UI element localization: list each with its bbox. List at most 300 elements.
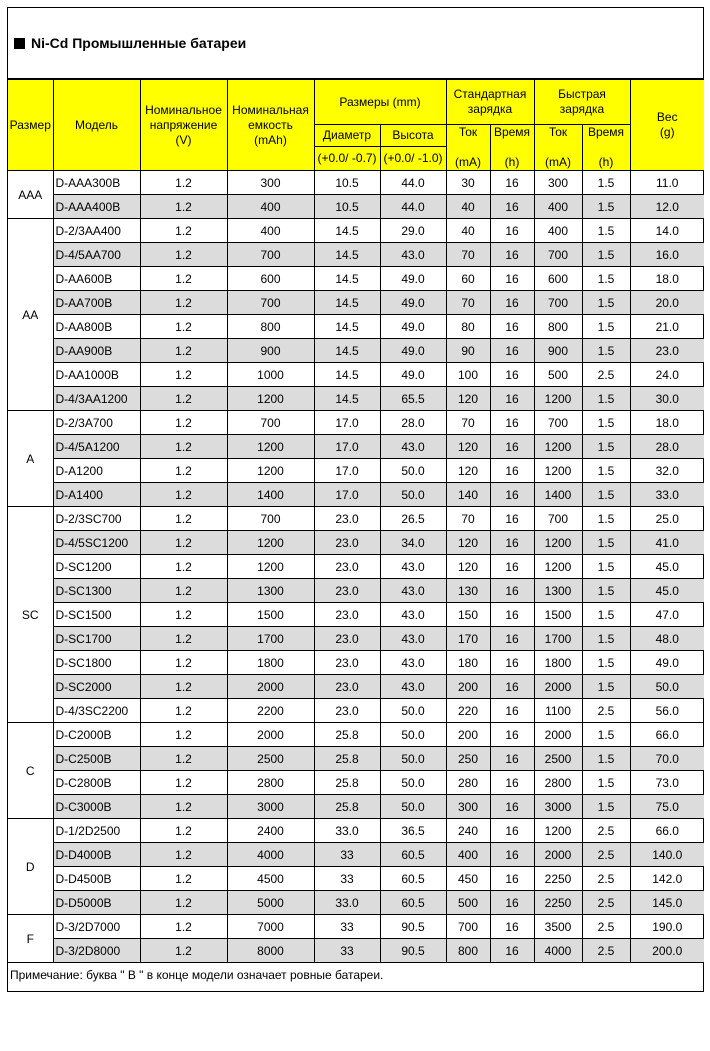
std-current-cell: 450: [446, 867, 490, 891]
voltage-cell: 1.2: [140, 507, 227, 531]
voltage-cell: 1.2: [140, 819, 227, 843]
capacity-cell: 2200: [227, 699, 314, 723]
capacity-cell: 1700: [227, 627, 314, 651]
square-bullet-icon: [14, 38, 25, 49]
std-time-cell: 16: [490, 171, 534, 195]
voltage-cell: 1.2: [140, 915, 227, 939]
model-cell: D-1/2D2500: [53, 819, 140, 843]
capacity-cell: 1200: [227, 387, 314, 411]
std-current-cell: 280: [446, 771, 490, 795]
fast-time-cell: 1.5: [582, 723, 630, 747]
std-current-cell: 30: [446, 171, 490, 195]
voltage-cell: 1.2: [140, 843, 227, 867]
header-fast-charge: Быстрая зарядка: [534, 80, 630, 125]
height-cell: 43.0: [380, 627, 446, 651]
voltage-cell: 1.2: [140, 459, 227, 483]
std-time-cell: 16: [490, 651, 534, 675]
std-current-cell: 250: [446, 747, 490, 771]
fast-current-cell: 1200: [534, 531, 582, 555]
std-time-cell: 16: [490, 483, 534, 507]
height-cell: 43.0: [380, 651, 446, 675]
std-time-cell: 16: [490, 363, 534, 387]
height-cell: 43.0: [380, 579, 446, 603]
fast-current-cell: 900: [534, 339, 582, 363]
fast-current-cell: 700: [534, 507, 582, 531]
model-cell: D-AA700B: [53, 291, 140, 315]
fast-time-cell: 1.5: [582, 771, 630, 795]
fast-time-cell: 2.5: [582, 819, 630, 843]
table-row: [8, 939, 704, 963]
header-height-tolerance: (+0.0/ -1.0): [380, 146, 446, 170]
table-row: [8, 867, 704, 891]
fast-time-cell: 2.5: [582, 699, 630, 723]
height-cell: 49.0: [380, 291, 446, 315]
weight-cell: 73.0: [630, 771, 704, 795]
capacity-cell: 4000: [227, 843, 314, 867]
model-cell: D-AAA400B: [53, 195, 140, 219]
height-cell: 90.5: [380, 915, 446, 939]
weight-cell: 21.0: [630, 315, 704, 339]
std-time-cell: 16: [490, 387, 534, 411]
diameter-cell: 14.5: [314, 315, 380, 339]
std-current-cell: 120: [446, 387, 490, 411]
fast-current-cell: 1700: [534, 627, 582, 651]
height-cell: 43.0: [380, 435, 446, 459]
model-cell: D-A1400: [53, 483, 140, 507]
weight-cell: 41.0: [630, 531, 704, 555]
diameter-cell: 23.0: [314, 627, 380, 651]
std-time-cell: 16: [490, 411, 534, 435]
weight-cell: 145.0: [630, 891, 704, 915]
voltage-cell: 1.2: [140, 387, 227, 411]
weight-cell: 23.0: [630, 339, 704, 363]
fast-current-cell: 500: [534, 363, 582, 387]
voltage-cell: 1.2: [140, 867, 227, 891]
diameter-cell: 17.0: [314, 411, 380, 435]
model-cell: D-AA600B: [53, 267, 140, 291]
table-row: [8, 891, 704, 915]
std-current-cell: 70: [446, 507, 490, 531]
weight-cell: 140.0: [630, 843, 704, 867]
height-cell: 43.0: [380, 675, 446, 699]
height-cell: 50.0: [380, 459, 446, 483]
height-cell: 60.5: [380, 891, 446, 915]
capacity-cell: 1200: [227, 555, 314, 579]
diameter-cell: 14.5: [314, 243, 380, 267]
fast-current-cell: 800: [534, 315, 582, 339]
model-cell: D-D4000B: [53, 843, 140, 867]
capacity-cell: 1500: [227, 603, 314, 627]
fast-current-cell: 1200: [534, 459, 582, 483]
std-current-cell: 170: [446, 627, 490, 651]
fast-current-cell: 1100: [534, 699, 582, 723]
voltage-cell: 1.2: [140, 219, 227, 243]
std-current-cell: 180: [446, 651, 490, 675]
table-row: [8, 675, 704, 699]
voltage-cell: 1.2: [140, 363, 227, 387]
weight-cell: 49.0: [630, 651, 704, 675]
fast-time-cell: 1.5: [582, 195, 630, 219]
fast-time-cell: 1.5: [582, 387, 630, 411]
fast-current-cell: 3000: [534, 795, 582, 819]
model-cell: D-4/3AA1200: [53, 387, 140, 411]
diameter-cell: 23.0: [314, 603, 380, 627]
diameter-cell: 25.8: [314, 795, 380, 819]
model-cell: D-A1200: [53, 459, 140, 483]
height-cell: 60.5: [380, 867, 446, 891]
capacity-cell: 2000: [227, 675, 314, 699]
header-std-current: Ток (mA): [446, 125, 490, 171]
std-time-cell: 16: [490, 771, 534, 795]
model-cell: D-C2500B: [53, 747, 140, 771]
std-current-cell: 120: [446, 459, 490, 483]
weight-cell: 75.0: [630, 795, 704, 819]
fast-time-cell: 1.5: [582, 315, 630, 339]
model-cell: D-AA1000B: [53, 363, 140, 387]
height-cell: 60.5: [380, 843, 446, 867]
model-cell: D-C2000B: [53, 723, 140, 747]
header-fast-time: Время (h): [582, 125, 630, 171]
weight-cell: 20.0: [630, 291, 704, 315]
weight-cell: 18.0: [630, 267, 704, 291]
fast-current-cell: 2000: [534, 723, 582, 747]
diameter-cell: 33: [314, 843, 380, 867]
std-current-cell: 60: [446, 267, 490, 291]
header-dimensions: Размеры (mm): [314, 80, 446, 125]
model-cell: D-SC2000: [53, 675, 140, 699]
diameter-cell: 14.5: [314, 339, 380, 363]
table-row: [8, 171, 704, 195]
std-current-cell: 200: [446, 723, 490, 747]
fast-time-cell: 2.5: [582, 915, 630, 939]
weight-cell: 70.0: [630, 747, 704, 771]
fast-current-cell: 1800: [534, 651, 582, 675]
model-cell: D-SC1800: [53, 651, 140, 675]
weight-cell: 16.0: [630, 243, 704, 267]
std-current-cell: 700: [446, 915, 490, 939]
capacity-cell: 700: [227, 411, 314, 435]
fast-time-cell: 1.5: [582, 555, 630, 579]
std-time-cell: 16: [490, 747, 534, 771]
diameter-cell: 10.5: [314, 171, 380, 195]
diameter-cell: 23.0: [314, 579, 380, 603]
model-cell: D-C3000B: [53, 795, 140, 819]
height-cell: 44.0: [380, 171, 446, 195]
table-row: [8, 267, 704, 291]
voltage-cell: 1.2: [140, 483, 227, 507]
size-cell: AAA: [8, 171, 53, 219]
voltage-cell: 1.2: [140, 699, 227, 723]
fast-time-cell: 1.5: [582, 795, 630, 819]
voltage-cell: 1.2: [140, 747, 227, 771]
size-cell: SC: [8, 507, 53, 723]
size-cell: F: [8, 915, 53, 963]
fast-time-cell: 1.5: [582, 483, 630, 507]
fast-current-cell: 2800: [534, 771, 582, 795]
table-row: [8, 699, 704, 723]
model-cell: D-SC1700: [53, 627, 140, 651]
weight-cell: 30.0: [630, 387, 704, 411]
std-time-cell: 16: [490, 555, 534, 579]
std-current-cell: 200: [446, 675, 490, 699]
diameter-cell: 33.0: [314, 891, 380, 915]
capacity-cell: 700: [227, 291, 314, 315]
fast-time-cell: 1.5: [582, 267, 630, 291]
table-row: [8, 651, 704, 675]
std-time-cell: 16: [490, 435, 534, 459]
model-cell: D-4/5SC1200: [53, 531, 140, 555]
fast-current-cell: 700: [534, 291, 582, 315]
model-cell: D-D5000B: [53, 891, 140, 915]
std-time-cell: 16: [490, 267, 534, 291]
fast-time-cell: 2.5: [582, 843, 630, 867]
model-cell: D-2/3SC700: [53, 507, 140, 531]
std-current-cell: 40: [446, 195, 490, 219]
table-row: [8, 315, 704, 339]
weight-cell: 33.0: [630, 483, 704, 507]
capacity-cell: 7000: [227, 915, 314, 939]
table-row: [8, 603, 704, 627]
diameter-cell: 23.0: [314, 651, 380, 675]
model-cell: D-2/3A700: [53, 411, 140, 435]
fast-time-cell: 1.5: [582, 627, 630, 651]
fast-current-cell: 400: [534, 195, 582, 219]
table-row: [8, 387, 704, 411]
std-time-cell: 16: [490, 627, 534, 651]
fast-time-cell: 2.5: [582, 939, 630, 963]
capacity-cell: 400: [227, 219, 314, 243]
capacity-cell: 700: [227, 243, 314, 267]
weight-cell: 66.0: [630, 819, 704, 843]
std-time-cell: 16: [490, 939, 534, 963]
table-row: [8, 747, 704, 771]
diameter-cell: 23.0: [314, 555, 380, 579]
table-row: [8, 627, 704, 651]
fast-time-cell: 1.5: [582, 675, 630, 699]
capacity-cell: 1200: [227, 435, 314, 459]
size-cell: A: [8, 411, 53, 507]
fast-time-cell: 2.5: [582, 363, 630, 387]
fast-current-cell: 4000: [534, 939, 582, 963]
voltage-cell: 1.2: [140, 555, 227, 579]
table-row: [8, 507, 704, 531]
fast-time-cell: 1.5: [582, 531, 630, 555]
diameter-cell: 25.8: [314, 771, 380, 795]
std-current-cell: 400: [446, 843, 490, 867]
model-cell: D-3/2D8000: [53, 939, 140, 963]
fast-time-cell: 1.5: [582, 243, 630, 267]
fast-current-cell: 2000: [534, 675, 582, 699]
height-cell: 26.5: [380, 507, 446, 531]
fast-time-cell: 1.5: [582, 411, 630, 435]
diameter-cell: 33: [314, 915, 380, 939]
diameter-cell: 23.0: [314, 699, 380, 723]
height-cell: 50.0: [380, 723, 446, 747]
fast-time-cell: 1.5: [582, 219, 630, 243]
fast-current-cell: 1200: [534, 555, 582, 579]
diameter-cell: 14.5: [314, 291, 380, 315]
fast-current-cell: 3500: [534, 915, 582, 939]
weight-cell: 47.0: [630, 603, 704, 627]
capacity-cell: 4500: [227, 867, 314, 891]
fast-current-cell: 1200: [534, 387, 582, 411]
fast-current-cell: 1400: [534, 483, 582, 507]
height-cell: 50.0: [380, 747, 446, 771]
std-time-cell: 16: [490, 339, 534, 363]
header-diameter: Диаметр: [314, 125, 380, 147]
header-capacity: Номинальная емкость (mAh): [227, 80, 314, 171]
table-row: [8, 363, 704, 387]
weight-cell: 11.0: [630, 171, 704, 195]
header-model: Модель: [53, 80, 140, 171]
weight-cell: 14.0: [630, 219, 704, 243]
fast-current-cell: 600: [534, 267, 582, 291]
table-row: [8, 531, 704, 555]
voltage-cell: 1.2: [140, 603, 227, 627]
diameter-cell: 25.8: [314, 723, 380, 747]
voltage-cell: 1.2: [140, 627, 227, 651]
std-current-cell: 120: [446, 531, 490, 555]
height-cell: 50.0: [380, 699, 446, 723]
std-current-cell: 70: [446, 291, 490, 315]
fast-time-cell: 1.5: [582, 579, 630, 603]
diameter-cell: 23.0: [314, 675, 380, 699]
fast-time-cell: 1.5: [582, 603, 630, 627]
voltage-cell: 1.2: [140, 435, 227, 459]
diameter-cell: 23.0: [314, 507, 380, 531]
voltage-cell: 1.2: [140, 939, 227, 963]
capacity-cell: 8000: [227, 939, 314, 963]
voltage-cell: 1.2: [140, 243, 227, 267]
std-current-cell: 120: [446, 555, 490, 579]
fast-time-cell: 1.5: [582, 651, 630, 675]
model-cell: D-AA900B: [53, 339, 140, 363]
std-current-cell: 80: [446, 315, 490, 339]
model-cell: D-SC1500: [53, 603, 140, 627]
model-cell: D-SC1200: [53, 555, 140, 579]
weight-cell: 45.0: [630, 579, 704, 603]
fast-current-cell: 700: [534, 411, 582, 435]
height-cell: 49.0: [380, 315, 446, 339]
footnote: Примечание: буква " B " в конце модели означает ровные батареи.: [10, 968, 384, 982]
weight-cell: 200.0: [630, 939, 704, 963]
height-cell: 43.0: [380, 555, 446, 579]
std-current-cell: 70: [446, 243, 490, 267]
header-size: Размер: [8, 80, 53, 171]
table-row: [8, 339, 704, 363]
header-std-time: Время (h): [490, 125, 534, 171]
std-current-cell: 220: [446, 699, 490, 723]
weight-cell: 25.0: [630, 507, 704, 531]
height-cell: 44.0: [380, 195, 446, 219]
diameter-cell: 23.0: [314, 531, 380, 555]
model-cell: D-4/5AA700: [53, 243, 140, 267]
std-time-cell: 16: [490, 531, 534, 555]
table-row: [8, 243, 704, 267]
model-cell: D-4/5A1200: [53, 435, 140, 459]
fast-current-cell: 2000: [534, 843, 582, 867]
model-cell: D-2/3AA400: [53, 219, 140, 243]
voltage-cell: 1.2: [140, 339, 227, 363]
std-time-cell: 16: [490, 843, 534, 867]
fast-current-cell: 1500: [534, 603, 582, 627]
header-voltage: Номинальное напряжение (V): [140, 80, 227, 171]
voltage-cell: 1.2: [140, 723, 227, 747]
diameter-cell: 14.5: [314, 267, 380, 291]
capacity-cell: 1400: [227, 483, 314, 507]
capacity-cell: 300: [227, 171, 314, 195]
table-row: [8, 579, 704, 603]
weight-cell: 56.0: [630, 699, 704, 723]
voltage-cell: 1.2: [140, 291, 227, 315]
fast-time-cell: 1.5: [582, 507, 630, 531]
std-time-cell: 16: [490, 195, 534, 219]
fast-current-cell: 300: [534, 171, 582, 195]
weight-cell: 190.0: [630, 915, 704, 939]
capacity-cell: 1300: [227, 579, 314, 603]
capacity-cell: 1200: [227, 531, 314, 555]
diameter-cell: 14.5: [314, 387, 380, 411]
fast-current-cell: 1200: [534, 435, 582, 459]
fast-time-cell: 1.5: [582, 459, 630, 483]
model-cell: D-D4500B: [53, 867, 140, 891]
height-cell: 90.5: [380, 939, 446, 963]
table-body: [8, 171, 704, 963]
capacity-cell: 600: [227, 267, 314, 291]
model-cell: D-SC1300: [53, 579, 140, 603]
weight-cell: 142.0: [630, 867, 704, 891]
std-current-cell: 130: [446, 579, 490, 603]
table-row: [8, 459, 704, 483]
table-row: [8, 723, 704, 747]
weight-cell: 66.0: [630, 723, 704, 747]
size-cell: AA: [8, 219, 53, 411]
table-row: [8, 555, 704, 579]
voltage-cell: 1.2: [140, 795, 227, 819]
battery-table: [8, 79, 704, 963]
table-row: [8, 219, 704, 243]
height-cell: 49.0: [380, 339, 446, 363]
height-cell: 28.0: [380, 411, 446, 435]
model-cell: D-AAA300B: [53, 171, 140, 195]
weight-cell: 28.0: [630, 435, 704, 459]
document-frame: [7, 7, 704, 992]
diameter-cell: 17.0: [314, 483, 380, 507]
std-current-cell: 90: [446, 339, 490, 363]
height-cell: 49.0: [380, 363, 446, 387]
capacity-cell: 2400: [227, 819, 314, 843]
fast-current-cell: 400: [534, 219, 582, 243]
model-cell: D-4/3SC2200: [53, 699, 140, 723]
std-current-cell: 300: [446, 795, 490, 819]
header-diameter-tolerance: (+0.0/ -0.7): [314, 146, 380, 170]
fast-current-cell: 700: [534, 243, 582, 267]
size-cell: C: [8, 723, 53, 819]
weight-cell: 18.0: [630, 411, 704, 435]
voltage-cell: 1.2: [140, 315, 227, 339]
std-current-cell: 150: [446, 603, 490, 627]
height-cell: 36.5: [380, 819, 446, 843]
table-row: [8, 411, 704, 435]
std-time-cell: 16: [490, 699, 534, 723]
capacity-cell: 2000: [227, 723, 314, 747]
std-time-cell: 16: [490, 819, 534, 843]
weight-cell: 12.0: [630, 195, 704, 219]
table-row: [8, 819, 704, 843]
fast-time-cell: 1.5: [582, 747, 630, 771]
diameter-cell: 33.0: [314, 819, 380, 843]
height-cell: 43.0: [380, 603, 446, 627]
